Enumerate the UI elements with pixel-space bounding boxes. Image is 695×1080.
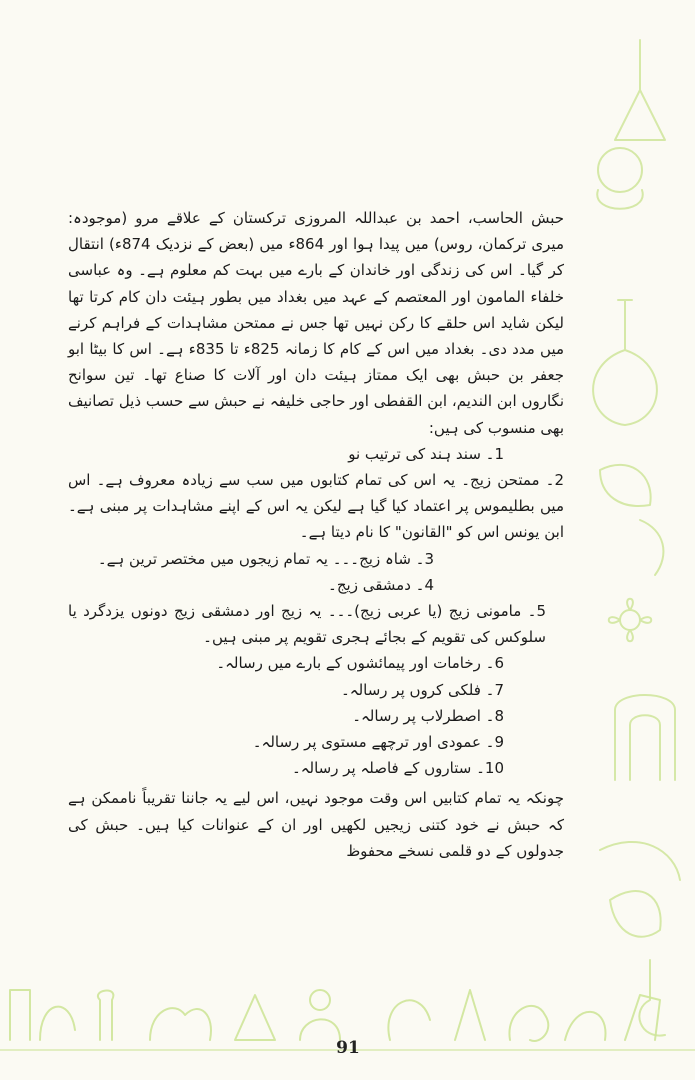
list-item: 9۔ عمودی اور ترچھے مستوی پر رسالہ۔ xyxy=(252,733,504,752)
list-item: 2۔ ممتحن زیج۔ یہ اس کی تمام کتابوں میں سب سے زیادہ معروف ہے۔ اس میں بطلیموس پر اعتماد کیا گیا ہے لیکن یہ اس کے اپنے مشاہدات پر مبنی ہے۔ ابن یونس اس کو "القانون" کا نام دیتا ہے۔ xyxy=(68,471,564,542)
list-item: 4۔ دمشقی زیج۔ xyxy=(328,575,434,594)
list-item: 5۔ مامونی زیج (یا عربی زیج)۔۔۔ یہ زیج اور دمشقی زیج دونوں یزدگرد یا سلوکس کی تقویم کے بجائے ہجری تقویم پر مبنی ہیں۔ xyxy=(68,602,546,647)
main-text-block xyxy=(68,205,564,864)
list-item: 1۔ سند ہند کی ترتیب نو xyxy=(348,444,504,463)
list-item: 6۔ رخامات اور پیمائشوں کے بارے میں رسالہ۔ xyxy=(216,654,504,673)
page-number: 91 xyxy=(336,1038,360,1058)
list-item: 8۔ اصطرلاب پر رسالہ۔ xyxy=(352,706,504,725)
intro-paragraph: حبش الحاسب، احمد بن عبداللہ المروزی ترکستان کے علاقے مرو (موجودہ: میری ترکمان، روس) میں پیدا ہوا اور 864ء میں (بعض کے نزدیک 874ء) انتقال کر گیا۔ اس کی زندگی اور خاندان کے بارے میں بہت کم معلوم ہے۔ وہ عباسی خلفاء المامون اور المعتصم کے عہد میں بغداد میں بطور ہیئت دان کام کرتا تھا لیکن شاید اس حلقے کا رکن نہیں تھا جس نے ممتحن مشاہدات کے فراہم کرنے میں مدد دی۔ بغداد میں اس کے کام کا زمانہ 825ء تا 835ء ہے۔ اس کا بیٹا ابو جعفر بن حبش بھی ایک ممتاز ہیئت دان اور آلات کا صناع تھا۔ تین سوانح نگاروں ابن الندیم، ابن القفطی اور حاجی خلیفہ نے حبش سے حسب ذیل تصانیف بھی منسوب کی ہیں: xyxy=(68,209,565,437)
list-item: 7۔ فلکی کروں پر رسالہ۔ xyxy=(341,680,504,699)
list-item: 3۔ شاہ زیج۔۔۔ یہ تمام زیجوں میں مختصر ترین ہے۔ xyxy=(97,549,434,568)
works-list xyxy=(68,441,564,782)
list-item: 10۔ ستاروں کے فاصلہ پر رسالہ۔ xyxy=(291,759,504,778)
closing-paragraph: چونکہ یہ تمام کتابیں اس وقت موجود نہیں، اس لیے یہ جاننا تقریباً ناممکن ہے کہ حبش نے خود کتنی زیجیں لکھیں اور ان کے عنوانات کیا ہیں۔ حبش کی جدولوں کے دو قلمی نسخے محفوظ xyxy=(68,789,564,860)
